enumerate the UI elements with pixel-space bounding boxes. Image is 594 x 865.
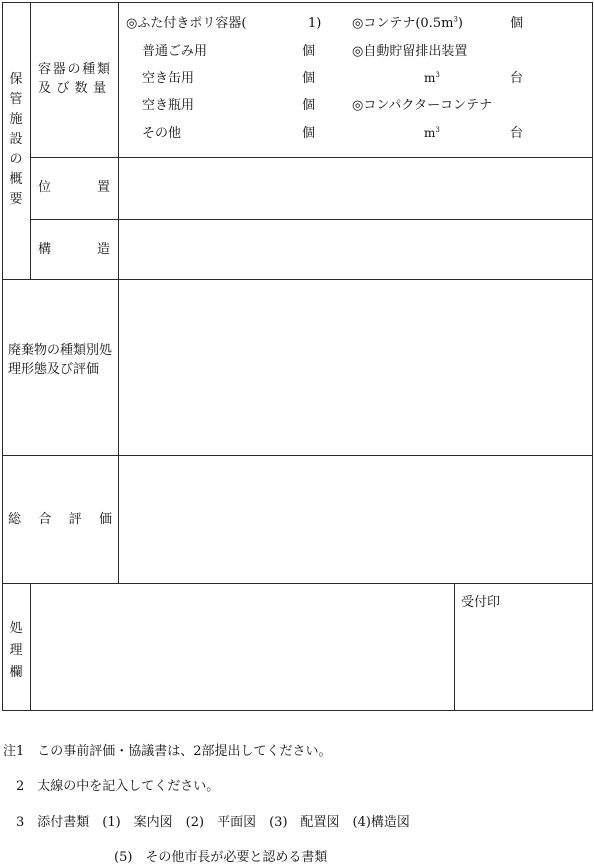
structure-label: 構 造	[38, 242, 110, 257]
label-column-divider	[118, 2, 119, 583]
border-left	[2, 2, 3, 711]
row-divider-structure	[2, 279, 593, 280]
other-container-label: その他	[142, 126, 182, 141]
compactor-m3-unit: $m^3$	[424, 126, 440, 140]
note-3-attachments: 3 添付書類 (1) 案内図 (2) 平面図 (3) 配置図 (4)構造図	[16, 815, 410, 830]
auto-storage-stand-unit: 台	[510, 71, 524, 86]
auto-storage-m3-unit: $m^3$	[424, 71, 440, 85]
processing-column-heading: 処理欄	[9, 621, 23, 680]
border-right	[592, 2, 593, 711]
facility-overview-heading: 保管施設の概要	[9, 72, 23, 207]
overall-evaluation-label: 総 合 評 価	[8, 512, 112, 527]
auto-storage-label: ◎自動貯留排出装置	[352, 44, 468, 59]
note-2: 2 太線の中を記入してください。	[16, 779, 220, 794]
container-label-line1: 容 器 の 種 類	[38, 62, 110, 77]
processing-field[interactable]	[32, 585, 453, 709]
waste-evaluation-field[interactable]	[120, 281, 590, 454]
other-container-unit: 個	[302, 126, 316, 141]
reception-stamp-area	[456, 612, 590, 709]
lidded-container-label: ◎ふた付きポリ容器(	[126, 16, 247, 31]
row-divider-overall	[2, 583, 593, 584]
overall-evaluation-field[interactable]	[120, 457, 590, 582]
compactor-label: ◎コンパクターコンテナ	[352, 98, 493, 113]
structure-field[interactable]	[120, 221, 590, 278]
border-top	[2, 2, 593, 3]
empty-cans-label: 空き缶用	[142, 71, 195, 86]
waste-evaluation-label: 廃棄物の種類別処理形態及び評価	[8, 343, 113, 377]
processing-heading-divider	[30, 583, 31, 711]
facility-heading-divider	[30, 2, 31, 279]
container-label-line2: 及 び 数 量	[38, 81, 110, 96]
empty-bottles-unit: 個	[302, 98, 316, 113]
lidded-container-close: 1)	[308, 16, 322, 31]
position-label: 位 置	[38, 180, 110, 195]
row-divider-position	[30, 219, 593, 220]
position-field[interactable]	[120, 159, 590, 218]
row-divider-waste	[2, 455, 593, 456]
general-waste-unit: 個	[302, 44, 316, 59]
note-3-attachment-5: (5) その他市長が必要と認める書類	[114, 850, 328, 865]
border-bottom	[2, 710, 593, 711]
stamp-divider	[454, 583, 455, 711]
empty-bottles-label: 空き瓶用	[142, 98, 195, 113]
row-divider-container	[30, 157, 593, 158]
note-1: 注1 この事前評価・協議書は、2部提出してください。	[3, 744, 332, 759]
empty-cans-unit: 個	[302, 71, 316, 86]
reception-stamp-label: 受付印	[461, 595, 501, 610]
general-waste-label: 普通ごみ用	[142, 44, 208, 59]
compactor-stand-unit: 台	[510, 126, 524, 141]
container-05m3-unit: 個	[510, 16, 524, 31]
container-05m3-label: ◎コンテナ$(0.5m^3)$	[352, 15, 463, 31]
